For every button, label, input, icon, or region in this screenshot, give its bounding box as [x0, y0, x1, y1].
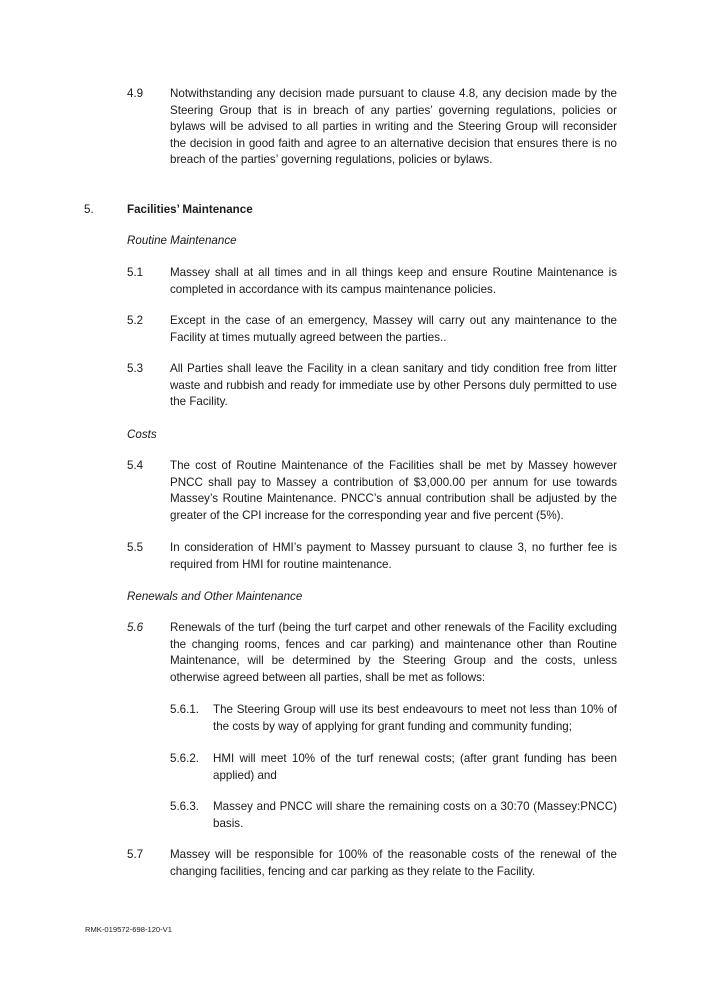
clause-text: In consideration of HMI’s payment to Massey pursuant to clause 3, no further fee is required from HMI for routine maintenance.: [170, 541, 617, 571]
clause-text: Except in the case of an emergency, Massey will carry out any maintenance to the Facility at times mutually agreed between the parties..: [170, 314, 617, 344]
subclause-text: HMI will meet 10% of the turf renewal costs; (after grant funding has been applied) and: [213, 752, 617, 782]
clause-number: 4.9: [127, 87, 144, 100]
clause-number: 5.2: [127, 314, 144, 327]
routine-maintenance-heading: Routine Maintenance: [127, 234, 237, 247]
section-number: 5.: [84, 203, 94, 216]
costs-heading: Costs: [127, 428, 157, 441]
subclause-text: Massey and PNCC will share the remaining costs on a 30:70 (Massey:PNCC) basis.: [213, 800, 617, 830]
clause-text: Massey shall at all times and in all things keep and ensure Routine Maintenance is completed in accordance with its campus maintenance policies.: [170, 266, 617, 296]
subclause-number: 5.6.1.: [170, 703, 200, 716]
clause-number: 5.1: [127, 266, 144, 279]
subclause-number: 5.6.3.: [170, 800, 200, 813]
clause-text: Massey will be responsible for 100% of the reasonable costs of the renewal of the changing facilities, fencing and car parking as they relate to the Facility.: [170, 848, 617, 878]
clause-number: 5.5: [127, 541, 144, 554]
subclause-number: 5.6.2.: [170, 752, 200, 765]
clause-number: 5.3: [127, 362, 144, 375]
clause-text: Notwithstanding any decision made pursuant to clause 4.8, any decision made by the Steering Group that is in breach of any parties’ governing regulations, policies or bylaws will be advised to all parties in writing and the Steering Group will reconsider the decision in good faith and agree to an alternative decision that ensures there is no breach of the parties’ governing regulations, policies or bylaws.: [170, 87, 617, 166]
clause-text: All Parties shall leave the Facility in a clean sanitary and tidy condition free from litter waste and rubbish and ready for immediate use by other Persons duly permitted to use the Facility.: [170, 362, 617, 408]
renewals-heading: Renewals and Other Maintenance: [127, 590, 303, 603]
document-reference-footer: RMK-019572-698-120-V1: [85, 925, 172, 934]
section-title: Facilities’ Maintenance: [127, 203, 253, 216]
clause-number: 5.6: [127, 621, 144, 634]
clause-number: 5.4: [127, 459, 144, 472]
clause-text: Renewals of the turf (being the turf carpet and other renewals of the Facility excluding the changing rooms, fences and car parking) and maintenance other than Routine Maintenance, will be determined by the Steering Group and the costs, unless otherwise agreed between all parties, shall be met as follows:: [170, 621, 617, 684]
clause-text: The cost of Routine Maintenance of the Facilities shall be met by Massey however PNCC shall pay to Massey a contribution of $3,000.00 per annum for use towards Massey’s Routine Maintenance. PNCC’s annual contribution shall be adjusted by the greater of the CPI increase for the corresponding year and five percent (5%).: [170, 459, 617, 522]
clause-number: 5.7: [127, 848, 144, 861]
subclause-text: The Steering Group will use its best endeavours to meet not less than 10% of the costs by way of applying for grant funding and community funding;: [213, 703, 617, 733]
